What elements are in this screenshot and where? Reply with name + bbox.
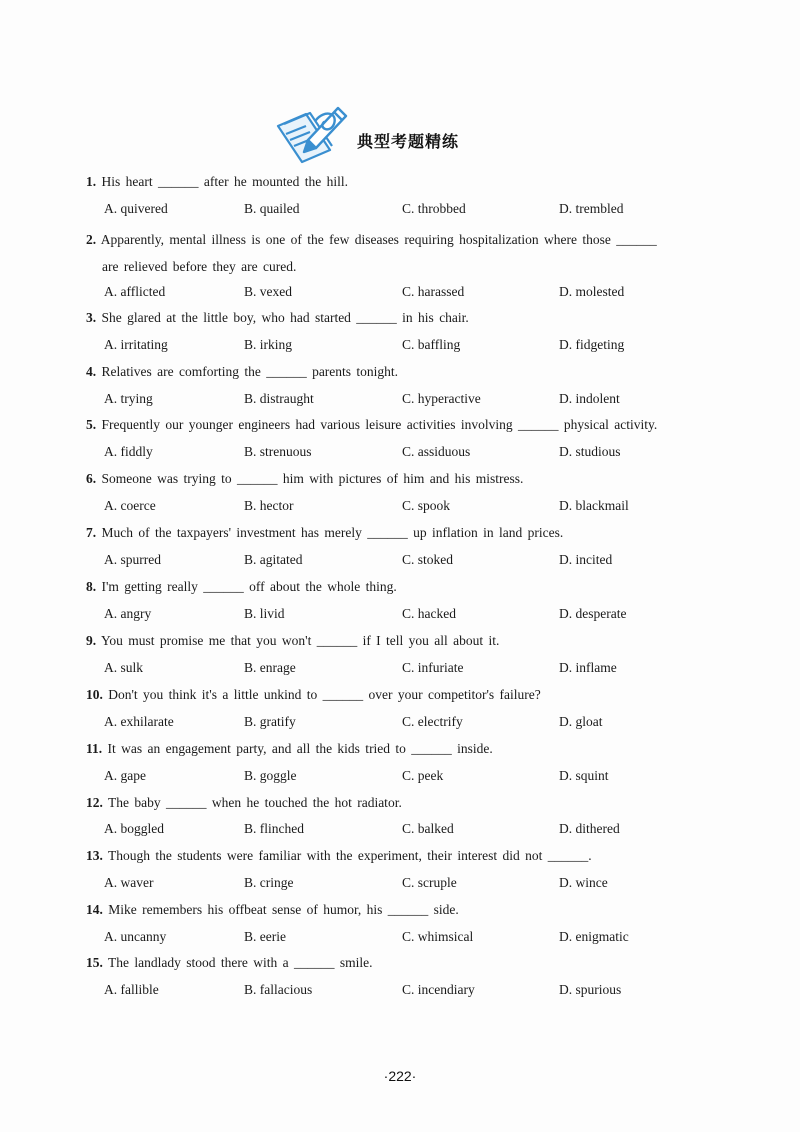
option-b[interactable]: B. goggle: [244, 768, 297, 783]
option-b[interactable]: B. enrage: [244, 660, 296, 675]
question-stem: [86, 415, 726, 435]
question-stem: [86, 577, 726, 597]
option-b[interactable]: B. cringe: [244, 875, 294, 890]
option-c[interactable]: C. electrify: [402, 714, 463, 729]
option-b[interactable]: B. fallacious: [244, 982, 313, 997]
option-row: [0, 282, 800, 302]
option-a[interactable]: A. trying: [104, 391, 153, 406]
question-stem: [86, 226, 726, 280]
option-d[interactable]: D. spurious: [559, 982, 622, 997]
option-a[interactable]: A. uncanny: [104, 929, 167, 944]
section-title: 典型考题精练: [357, 132, 460, 151]
option-b[interactable]: B. eerie: [244, 929, 286, 944]
pencil-notebook-icon: [272, 100, 352, 166]
question-number: 12.: [86, 795, 103, 810]
question-text-continued: are relieved before they are cured.: [102, 259, 297, 274]
question-text: I'm getting really ______ off about the whole thing.: [101, 579, 397, 594]
question-text: Mike remembers his offbeat sense of humor, his ______ side.: [108, 902, 459, 917]
option-d[interactable]: D. wince: [559, 875, 608, 890]
question-text: She glared at the little boy, who had started ______ in his chair.: [101, 310, 469, 325]
question-stem: [86, 362, 726, 382]
option-row: [0, 496, 800, 516]
question-stem: [86, 846, 726, 866]
option-b[interactable]: B. vexed: [244, 284, 292, 299]
option-row: [0, 442, 800, 462]
question-number: 3.: [86, 310, 97, 325]
option-d[interactable]: D. molested: [559, 284, 625, 299]
option-c[interactable]: C. balked: [402, 821, 454, 836]
question-stem: [86, 172, 726, 192]
option-a[interactable]: A. fiddly: [104, 444, 153, 459]
question-stem: [86, 793, 726, 813]
option-b[interactable]: B. hector: [244, 498, 294, 513]
option-c[interactable]: C. stoked: [402, 552, 454, 567]
option-c[interactable]: C. spook: [402, 498, 451, 513]
question-stem: [86, 685, 726, 705]
option-row: [0, 550, 800, 570]
option-d[interactable]: D. gloat: [559, 714, 603, 729]
option-c[interactable]: C. hacked: [402, 606, 456, 621]
option-row: [0, 604, 800, 624]
question-number: 2.: [86, 232, 97, 247]
option-a[interactable]: A. irritating: [104, 337, 168, 352]
question-text: The baby ______ when he touched the hot radiator.: [108, 795, 402, 810]
question-stem: [86, 308, 726, 328]
option-b[interactable]: B. irking: [244, 337, 293, 352]
option-c[interactable]: C. harassed: [402, 284, 465, 299]
option-a[interactable]: A. waver: [104, 875, 154, 890]
option-c[interactable]: C. hyperactive: [402, 391, 481, 406]
option-row: [0, 766, 800, 786]
option-d[interactable]: D. trembled: [559, 201, 624, 216]
option-a[interactable]: A. fallible: [104, 982, 159, 997]
option-row: [0, 389, 800, 409]
option-a[interactable]: A. angry: [104, 606, 152, 621]
option-row: [0, 658, 800, 678]
question-text: Frequently our younger engineers had various leisure activities involving ______ physical activity.: [101, 417, 658, 432]
question-text: Don't you think it's a little unkind to ______ over your competitor's failure?: [108, 687, 541, 702]
question-text: His heart ______ after he mounted the hill.: [101, 174, 348, 189]
option-d[interactable]: D. fidgeting: [559, 337, 625, 352]
option-b[interactable]: B. gratify: [244, 714, 296, 729]
option-b[interactable]: B. distraught: [244, 391, 314, 406]
question-stem: [86, 523, 726, 543]
option-row: [0, 335, 800, 355]
option-c[interactable]: C. peek: [402, 768, 444, 783]
option-a[interactable]: A. quivered: [104, 201, 168, 216]
option-a[interactable]: A. afflicted: [104, 284, 166, 299]
option-a[interactable]: A. sulk: [104, 660, 144, 675]
option-d[interactable]: D. indolent: [559, 391, 620, 406]
question-number: 1.: [86, 174, 97, 189]
question-text: It was an engagement party, and all the kids tried to ______ inside.: [107, 741, 493, 756]
option-b[interactable]: B. flinched: [244, 821, 304, 836]
option-d[interactable]: D. studious: [559, 444, 621, 459]
question-number: 5.: [86, 417, 97, 432]
question-text: Someone was trying to ______ him with pictures of him and his mistress.: [101, 471, 524, 486]
option-a[interactable]: A. gape: [104, 768, 146, 783]
option-b[interactable]: B. livid: [244, 606, 285, 621]
option-d[interactable]: D. squint: [559, 768, 609, 783]
page-number: ·222·: [383, 1068, 417, 1084]
question-text: You must promise me that you won't ______ if I tell you all about it.: [101, 633, 500, 648]
option-row: [0, 819, 800, 839]
question-stem: [86, 953, 726, 973]
option-c[interactable]: C. baffling: [402, 337, 461, 352]
question-stem: [86, 900, 726, 920]
question-text: The landlady stood there with a ______ smile.: [108, 955, 373, 970]
option-row: [0, 712, 800, 732]
option-a[interactable]: A. boggled: [104, 821, 164, 836]
question-text: Much of the taxpayers' investment has merely ______ up inflation in land prices.: [101, 525, 564, 540]
question-number: 14.: [86, 902, 103, 917]
question-text: Apparently, mental illness is one of the few diseases requiring hospitalization where those ______: [100, 232, 657, 247]
question-stem: [86, 631, 726, 651]
question-stem: [86, 469, 726, 489]
option-c[interactable]: C. assiduous: [402, 444, 471, 459]
option-row: [0, 199, 800, 219]
option-d[interactable]: D. inflame: [559, 660, 617, 675]
question-stem: [86, 739, 726, 759]
question-number: 11.: [86, 741, 103, 756]
option-a[interactable]: A. exhilarate: [104, 714, 174, 729]
option-row: [0, 873, 800, 893]
question-text: Relatives are comforting the ______ parents tonight.: [101, 364, 399, 379]
option-c[interactable]: C. incendiary: [402, 982, 475, 997]
question-number: 8.: [86, 579, 97, 594]
question-number: 7.: [86, 525, 97, 540]
option-a[interactable]: A. coerce: [104, 498, 156, 513]
question-number: 4.: [86, 364, 97, 379]
option-d[interactable]: D. incited: [559, 552, 613, 567]
option-c[interactable]: C. throbbed: [402, 201, 466, 216]
option-c[interactable]: C. scruple: [402, 875, 457, 890]
question-number: 13.: [86, 848, 103, 863]
option-c[interactable]: C. infuriate: [402, 660, 464, 675]
option-d[interactable]: D. dithered: [559, 821, 620, 836]
option-c[interactable]: C. whimsical: [402, 929, 474, 944]
section-header: [0, 100, 800, 170]
option-b[interactable]: B. strenuous: [244, 444, 312, 459]
option-d[interactable]: D. desperate: [559, 606, 627, 621]
question-number: 15.: [86, 955, 103, 970]
option-a[interactable]: A. spurred: [104, 552, 161, 567]
option-row: [0, 927, 800, 947]
question-number: 6.: [86, 471, 97, 486]
option-d[interactable]: D. enigmatic: [559, 929, 629, 944]
option-b[interactable]: B. quailed: [244, 201, 300, 216]
question-number: 10.: [86, 687, 103, 702]
question-text: Though the students were familiar with the experiment, their interest did not ______.: [108, 848, 592, 863]
question-number: 9.: [86, 633, 97, 648]
option-row: [0, 980, 800, 1000]
option-b[interactable]: B. agitated: [244, 552, 303, 567]
option-d[interactable]: D. blackmail: [559, 498, 629, 513]
